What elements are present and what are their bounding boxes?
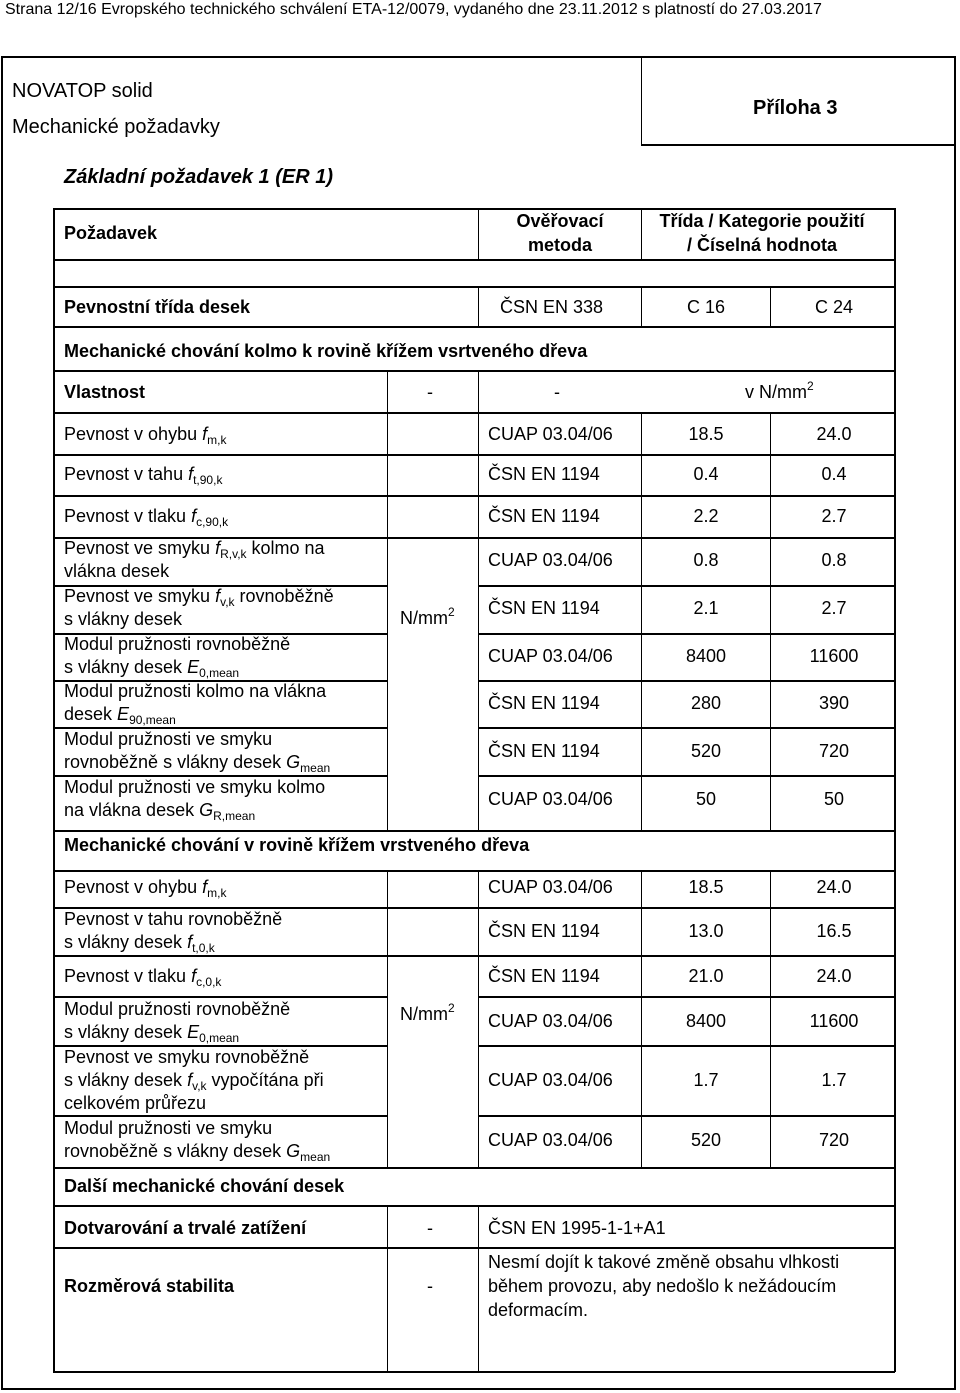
stability-text-2: během provozu, aby nedošlo k nežádoucím	[488, 1276, 837, 1296]
requirement-line-1	[64, 423, 226, 446]
value-cell-2: 11600	[809, 1010, 859, 1031]
value-cell-1: 520	[690, 1129, 722, 1150]
symbol: G	[286, 1141, 301, 1161]
value-cell-2: 1.7	[821, 1069, 847, 1090]
requirement-text: Modul pružnosti ve smyku	[64, 1118, 273, 1138]
col-line	[478, 370, 479, 412]
strength-class-label: Pevnostní třída desek	[64, 297, 251, 317]
requirement-text: Pevnost ve smyku	[64, 538, 216, 558]
method-cell: ČSN EN 1194	[488, 920, 600, 941]
requirement-text: Modul pružnosti rovnoběžně	[64, 999, 291, 1019]
row-line	[478, 633, 895, 635]
annex-label: Příloha 3	[753, 97, 838, 119]
inplane-unit: $N/mm^2$	[400, 1001, 455, 1024]
requirement-text: Pevnost v tlaku	[64, 505, 192, 526]
symbol-subscript: t,90,k	[193, 472, 223, 487]
value-cell-2: 50	[823, 788, 845, 809]
requirement-line-1	[64, 876, 226, 899]
requirement-line-3	[64, 1092, 206, 1115]
stability-label: Rozměrová stabilita	[64, 1276, 235, 1296]
symbol: E	[187, 657, 200, 677]
symbol-subscript: c,90,k	[196, 514, 229, 529]
col-class-1: Třída / Kategorie použití	[659, 211, 865, 231]
symbol: f	[215, 586, 221, 606]
requirement-text: Pevnost v tahu rovnoběžně	[64, 909, 283, 929]
row-line	[53, 830, 895, 832]
symbol: f	[188, 463, 194, 484]
method-cell: CUAP 03.04/06	[488, 645, 613, 666]
table-left	[53, 208, 55, 1372]
symbol-subscript: m,k	[207, 885, 227, 900]
row-line	[53, 955, 895, 957]
requirement-text: celkovém průřezu	[64, 1092, 207, 1113]
symbol: G	[199, 800, 214, 820]
symbol: f	[215, 538, 221, 558]
requirement-text: s vlákny desek	[64, 1022, 188, 1042]
col-line	[478, 1205, 479, 1372]
row-line	[53, 775, 387, 777]
row-line	[53, 326, 895, 328]
col-line	[478, 870, 479, 1167]
value-cell-1: 8400	[685, 645, 727, 666]
property-value-label: v $N/mm^2$	[745, 379, 814, 402]
symbol-subscript: 0,mean	[199, 1031, 240, 1045]
strength-class-v1: C 16	[686, 297, 726, 317]
requirement-line-1	[64, 680, 326, 703]
value-cell-1: 13.0	[688, 920, 724, 941]
symbol-subscript: R,mean	[213, 809, 256, 823]
value-cell-1: 21.0	[688, 965, 724, 986]
header-divider	[641, 57, 642, 145]
col-line	[770, 286, 771, 326]
requirement-text: Pevnost v ohybu	[64, 876, 203, 897]
row-line	[53, 1247, 895, 1249]
value-cell-2: 24.0	[816, 965, 852, 986]
requirement-line-1	[64, 776, 325, 799]
value-cell-1: 8400	[685, 1010, 727, 1031]
row-line	[478, 775, 895, 777]
row-line	[53, 907, 895, 909]
inplane-section-title: Mechanické chování v rovině křížem vrstveného dřeva	[64, 835, 530, 855]
hdr-bottom	[53, 259, 895, 261]
requirement-text: Modul pružnosti kolmo na vlákna	[64, 681, 327, 701]
requirement-line-2	[64, 1069, 324, 1092]
symbol: f	[187, 1069, 193, 1090]
value-cell-2: 720	[818, 740, 850, 761]
symbol: f	[191, 965, 197, 986]
row-line	[53, 495, 895, 497]
requirement-text: Pevnost ve smyku rovnoběžně	[64, 1046, 310, 1067]
requirement-line-1	[64, 1046, 309, 1069]
property-method: -	[554, 382, 560, 402]
requirement-line-2	[64, 1140, 330, 1163]
table-right	[894, 208, 896, 1372]
row-line	[53, 680, 387, 682]
row-line	[53, 1167, 895, 1169]
row-line	[478, 585, 895, 587]
requirement-line-1	[64, 998, 290, 1021]
method-cell: ČSN EN 1194	[488, 692, 600, 713]
requirement-line-2	[64, 560, 169, 583]
requirement-text: na vlákna desek	[64, 800, 200, 820]
requirement-text: rovnoběžně s vlákny desek	[64, 1141, 287, 1161]
stability-unit: -	[427, 1276, 433, 1296]
row-line	[53, 996, 387, 998]
method-cell: ČSN EN 1194	[488, 597, 600, 618]
symbol-subscript: c,0,k	[196, 974, 222, 989]
requirement-text: s vlákny desek	[64, 657, 188, 677]
symbol: f	[202, 876, 208, 897]
creep-label: Dotvarování a trvalé zatížení	[64, 1218, 307, 1238]
symbol: E	[187, 1022, 200, 1042]
strength-class-method: ČSN EN 338	[500, 297, 604, 317]
method-cell: ČSN EN 1194	[488, 965, 600, 986]
other-section-title: Další mechanické chování desek	[64, 1176, 345, 1196]
row-line	[53, 412, 895, 414]
col-line	[641, 870, 642, 1167]
col-line	[387, 1205, 388, 1372]
requirement-line-1	[64, 505, 228, 528]
requirement-line-1	[64, 537, 325, 560]
row-line	[478, 1045, 895, 1047]
symbol: f	[187, 932, 193, 952]
symbol-subscript: v,k	[192, 1078, 207, 1093]
perp-unit: $N/mm^2$	[400, 605, 455, 628]
col-line	[478, 412, 479, 830]
value-cell-2: 24.0	[816, 876, 852, 897]
method-cell: CUAP 03.04/06	[488, 549, 613, 570]
section-subtitle: Mechanické požadavky	[12, 116, 220, 138]
requirement-text: kolmo na	[246, 538, 325, 558]
requirement-line-2	[64, 931, 215, 954]
requirement-text: Pevnost v ohybu	[64, 423, 203, 444]
col-line	[770, 412, 771, 830]
symbol-subscript: 0,mean	[199, 666, 240, 680]
requirement-text: s vlákny desek	[64, 609, 183, 629]
strength-class-v2: C 24	[814, 297, 854, 317]
col-method-2: metoda	[527, 235, 593, 255]
col-line	[641, 412, 642, 830]
requirement-text: Modul pružnosti rovnoběžně	[64, 634, 291, 654]
row-line	[478, 996, 895, 998]
requirement-text: rovnoběžně	[234, 586, 334, 606]
requirement-line-1	[64, 965, 221, 988]
col-method-1: Ověřovací	[516, 211, 604, 231]
hdr-sep-2	[641, 208, 642, 259]
requirement-line-2	[64, 608, 182, 631]
value-cell-1: 2.1	[693, 597, 719, 618]
symbol: E	[117, 704, 130, 724]
col-line	[641, 286, 642, 326]
col-class-2: / Číselná hodnota	[686, 235, 838, 255]
method-cell: CUAP 03.04/06	[488, 876, 613, 897]
row-line	[53, 585, 387, 587]
value-cell-1: 50	[695, 788, 717, 809]
symbol: f	[202, 423, 208, 444]
requirement-text: Modul pružnosti ve smyku	[64, 729, 273, 749]
symbol-subscript: R,v,k	[220, 547, 247, 561]
value-cell-1: 0.8	[693, 549, 719, 570]
row-line	[53, 1115, 387, 1117]
perp-section-title: Mechanické chování kolmo k rovině křížem vsrtveného dřeva	[64, 341, 588, 361]
requirement-line-2	[64, 703, 176, 726]
value-cell-1: 280	[690, 692, 722, 713]
requirement-text: rovnoběžně s vlákny desek	[64, 752, 287, 772]
requirement-line-1	[64, 908, 282, 931]
col-line	[387, 412, 388, 830]
document-reference-line: Strana 12/16 Evropského technického schválení ETA-12/0079, vydaného dne 23.11.2012 s platností do 27.03.2017	[5, 1, 822, 18]
requirement-line-1	[64, 1117, 272, 1140]
row-line	[53, 727, 387, 729]
value-cell-1: 520	[690, 740, 722, 761]
value-cell-2: 11600	[809, 645, 859, 666]
requirement-line-1	[64, 728, 272, 751]
symbol-subscript: v,k	[220, 595, 235, 609]
requirement-text: Pevnost ve smyku	[64, 586, 216, 606]
requirement-text: Modul pružnosti ve smyku kolmo	[64, 777, 326, 797]
value-cell-2: 2.7	[821, 505, 847, 526]
symbol-subscript: mean	[300, 1150, 331, 1164]
requirement-line-1	[64, 463, 222, 486]
requirement-text: Pevnost v tlaku	[64, 965, 192, 986]
value-cell-1: 0.4	[693, 463, 719, 484]
row-line	[53, 1045, 387, 1047]
row-line	[53, 633, 387, 635]
symbol-subscript: m,k	[207, 432, 227, 447]
stability-text-3: deformacím.	[488, 1300, 589, 1320]
creep-unit: -	[427, 1218, 433, 1238]
value-cell-2: 2.7	[821, 597, 847, 618]
method-cell: CUAP 03.04/06	[488, 1010, 613, 1031]
row-line	[53, 870, 895, 872]
product-name: NOVATOP solid	[12, 80, 153, 102]
value-cell-1: 18.5	[688, 876, 724, 897]
value-cell-2: 390	[818, 692, 850, 713]
method-cell: CUAP 03.04/06	[488, 1069, 613, 1090]
creep-method: ČSN EN 1995-1-1+A1	[488, 1218, 666, 1238]
row-line	[53, 454, 895, 456]
stability-text-1: Nesmí dojít k takové změně obsahu vlhkosti	[488, 1252, 840, 1272]
requirement-line-2	[64, 1021, 239, 1044]
requirement-line-2	[64, 751, 330, 774]
requirement-line-1	[64, 633, 290, 656]
method-cell: ČSN EN 1194	[488, 463, 600, 484]
value-cell-1: 18.5	[688, 423, 724, 444]
requirement-line-2	[64, 656, 239, 679]
symbol-subscript: t,0,k	[192, 941, 215, 955]
symbol-subscript: mean	[300, 761, 331, 775]
value-cell-2: 24.0	[816, 423, 852, 444]
col-line	[478, 286, 479, 326]
method-cell: CUAP 03.04/06	[488, 423, 613, 444]
value-cell-1: 1.7	[693, 1069, 719, 1090]
requirement-text: s vlákny desek	[64, 932, 188, 952]
header-rule	[641, 144, 956, 146]
value-cell-2: 720	[818, 1129, 850, 1150]
row-line	[53, 370, 895, 372]
row-line	[478, 727, 895, 729]
requirement-line-2	[64, 799, 255, 822]
method-cell: ČSN EN 1194	[488, 505, 600, 526]
top-band	[0, 0, 960, 20]
symbol-subscript: 90,mean	[129, 713, 176, 727]
row-line	[478, 1115, 895, 1117]
value-cell-1: 2.2	[693, 505, 719, 526]
row-line	[53, 537, 895, 539]
col-line	[387, 370, 388, 412]
requirement-text: vypočítána při	[206, 1069, 324, 1090]
col-requirement: Požadavek	[64, 223, 158, 243]
hdr-sep-1	[478, 208, 479, 259]
row-line	[53, 1205, 895, 1207]
symbol: f	[191, 505, 197, 526]
property-label: Vlastnost	[64, 382, 146, 402]
requirement-text: vlákna desek	[64, 561, 170, 581]
method-cell: CUAP 03.04/06	[488, 1129, 613, 1150]
col-line	[770, 870, 771, 1167]
symbol: G	[286, 752, 301, 772]
section-title: Základní požadavek 1 (ER 1)	[64, 166, 333, 188]
value-cell-2: 0.8	[821, 549, 847, 570]
col-line	[387, 870, 388, 1167]
spacer-bottom	[53, 286, 895, 288]
requirement-line-1	[64, 585, 334, 608]
value-cell-2: 0.4	[821, 463, 847, 484]
requirement-text: s vlákny desek	[64, 1069, 188, 1090]
property-unit: -	[427, 382, 433, 402]
method-cell: CUAP 03.04/06	[488, 788, 613, 809]
value-cell-2: 16.5	[816, 920, 852, 941]
table-bottom	[53, 1371, 895, 1373]
row-line	[478, 680, 895, 682]
requirement-text: desek	[64, 704, 118, 724]
method-cell: ČSN EN 1194	[488, 740, 600, 761]
requirement-text: Pevnost v tahu	[64, 463, 189, 484]
